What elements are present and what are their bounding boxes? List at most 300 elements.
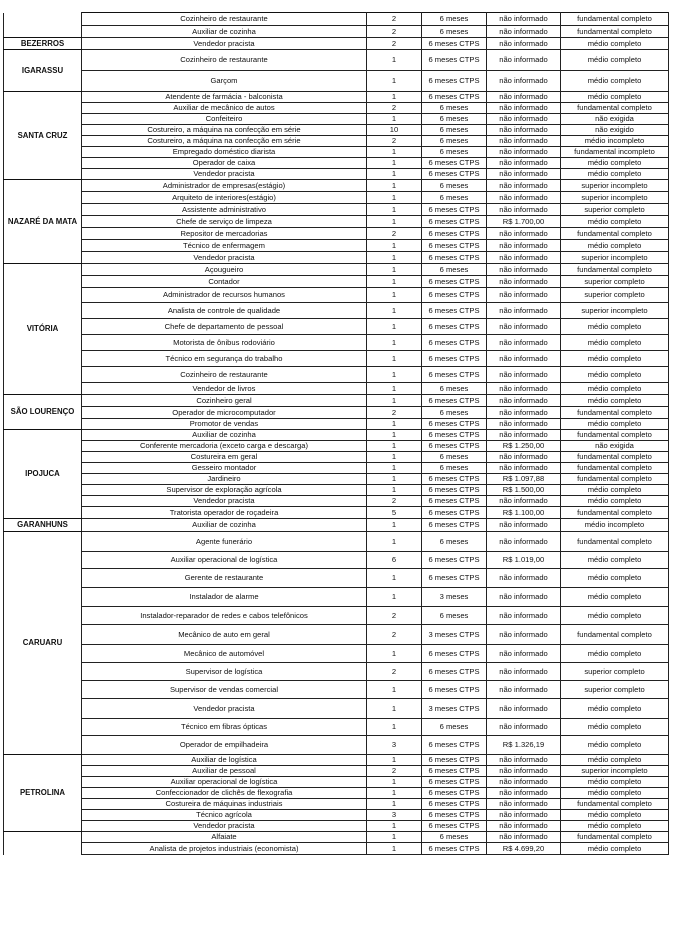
experience-cell: 6 meses CTPS: [422, 169, 487, 180]
education-cell: médio completo: [561, 419, 669, 430]
education-cell: médio completo: [561, 607, 669, 625]
table-row: [4, 103, 669, 114]
table-row: [4, 474, 669, 485]
education-cell: fundamental completo: [561, 407, 669, 419]
salary-cell: não informado: [487, 419, 561, 430]
salary-cell: não informado: [487, 395, 561, 407]
vacancies-cell: 1: [367, 788, 422, 799]
vacancies-cell: 1: [367, 532, 422, 552]
table-row: [4, 607, 669, 625]
vacancies-cell: 1: [367, 681, 422, 699]
experience-cell: 6 meses CTPS: [422, 204, 487, 216]
education-cell: médio incompleto: [561, 519, 669, 532]
vacancies-cell: 10: [367, 125, 422, 136]
education-cell: médio completo: [561, 367, 669, 383]
occupation-cell: Vendedor pracista: [82, 821, 367, 832]
education-cell: médio completo: [561, 719, 669, 736]
education-cell: médio completo: [561, 383, 669, 395]
table-row: [4, 832, 669, 843]
vacancies-cell: 1: [367, 463, 422, 474]
salary-cell: não informado: [487, 788, 561, 799]
table-row: [4, 240, 669, 252]
salary-cell: não informado: [487, 114, 561, 125]
salary-cell: não informado: [487, 38, 561, 50]
table-row: [4, 588, 669, 607]
table-row: [4, 50, 669, 71]
salary-cell: não informado: [487, 681, 561, 699]
education-cell: médio completo: [561, 351, 669, 367]
experience-cell: 6 meses CTPS: [422, 303, 487, 319]
table-row: [4, 766, 669, 777]
vacancies-cell: 3: [367, 810, 422, 821]
education-cell: não exigida: [561, 114, 669, 125]
salary-cell: não informado: [487, 821, 561, 832]
vacancies-cell: 1: [367, 147, 422, 158]
education-cell: médio completo: [561, 395, 669, 407]
salary-cell: não informado: [487, 26, 561, 38]
vacancies-cell: 1: [367, 430, 422, 441]
table-row: [4, 532, 669, 552]
table-row: [4, 114, 669, 125]
table-row: [4, 319, 669, 335]
education-cell: fundamental completo: [561, 228, 669, 240]
experience-cell: 6 meses CTPS: [422, 519, 487, 532]
vacancies-cell: 1: [367, 395, 422, 407]
experience-cell: 6 meses CTPS: [422, 50, 487, 71]
education-cell: médio completo: [561, 50, 669, 71]
experience-cell: 6 meses CTPS: [422, 216, 487, 228]
occupation-cell: Alfaiate: [82, 832, 367, 843]
occupation-cell: Vendedor de livros: [82, 383, 367, 395]
occupation-cell: Confeccionador de clichês de flexografia: [82, 788, 367, 799]
vacancies-cell: 1: [367, 821, 422, 832]
city-cell: [4, 13, 82, 38]
occupation-cell: Técnico em fibras ópticas: [82, 719, 367, 736]
table-row: [4, 485, 669, 496]
occupation-cell: Instalador de alarme: [82, 588, 367, 607]
education-cell: não exigida: [561, 441, 669, 452]
vacancies-cell: 1: [367, 288, 422, 303]
city-cell: CARUARU: [4, 532, 82, 755]
experience-cell: 6 meses: [422, 832, 487, 843]
salary-cell: não informado: [487, 625, 561, 645]
vacancies-cell: 3: [367, 736, 422, 755]
experience-cell: 6 meses CTPS: [422, 319, 487, 335]
table-row: [4, 625, 669, 645]
occupation-cell: Garçom: [82, 71, 367, 92]
vacancies-cell: 1: [367, 799, 422, 810]
experience-cell: 6 meses CTPS: [422, 766, 487, 777]
salary-cell: R$ 1.250,00: [487, 441, 561, 452]
vacancies-cell: 2: [367, 228, 422, 240]
table-row: [4, 645, 669, 663]
vacancies-cell: 1: [367, 50, 422, 71]
education-cell: superior completo: [561, 288, 669, 303]
table-row: [4, 569, 669, 588]
experience-cell: 6 meses CTPS: [422, 681, 487, 699]
vacancies-cell: 2: [367, 663, 422, 681]
salary-cell: R$ 1.500,00: [487, 485, 561, 496]
salary-cell: não informado: [487, 663, 561, 681]
education-cell: médio completo: [561, 216, 669, 228]
salary-cell: não informado: [487, 252, 561, 264]
city-cell: PETROLINA: [4, 755, 82, 832]
occupation-cell: Vendedor pracista: [82, 169, 367, 180]
education-cell: superior completo: [561, 681, 669, 699]
experience-cell: 6 meses CTPS: [422, 755, 487, 766]
education-cell: superior incompleto: [561, 766, 669, 777]
salary-cell: não informado: [487, 228, 561, 240]
vacancies-cell: 2: [367, 13, 422, 26]
salary-cell: não informado: [487, 204, 561, 216]
education-cell: médio completo: [561, 843, 669, 855]
vacancies-cell: 1: [367, 252, 422, 264]
vacancies-cell: 1: [367, 719, 422, 736]
occupation-cell: Auxiliar de logística: [82, 755, 367, 766]
city-cell: NAZARÉ DA MATA: [4, 180, 82, 264]
vacancies-cell: 1: [367, 777, 422, 788]
table-row: [4, 180, 669, 192]
education-cell: superior incompleto: [561, 192, 669, 204]
table-row: [4, 799, 669, 810]
experience-cell: 6 meses CTPS: [422, 441, 487, 452]
education-cell: médio completo: [561, 169, 669, 180]
table-row: [4, 430, 669, 441]
salary-cell: R$ 1.097,88: [487, 474, 561, 485]
vacancies-cell: 1: [367, 419, 422, 430]
vacancies-cell: 1: [367, 114, 422, 125]
vacancies-cell: 1: [367, 351, 422, 367]
occupation-cell: Jardineiro: [82, 474, 367, 485]
vacancies-cell: 1: [367, 452, 422, 463]
education-cell: fundamental completo: [561, 26, 669, 38]
education-cell: médio incompleto: [561, 136, 669, 147]
experience-cell: 6 meses CTPS: [422, 507, 487, 519]
salary-cell: não informado: [487, 519, 561, 532]
salary-cell: R$ 1.019,00: [487, 552, 561, 569]
salary-cell: não informado: [487, 180, 561, 192]
salary-cell: não informado: [487, 192, 561, 204]
vacancies-cell: 2: [367, 607, 422, 625]
salary-cell: não informado: [487, 319, 561, 335]
table-row: [4, 441, 669, 452]
table-row: [4, 419, 669, 430]
salary-cell: não informado: [487, 588, 561, 607]
experience-cell: 3 meses: [422, 588, 487, 607]
city-cell: BEZERROS: [4, 38, 82, 50]
experience-cell: 6 meses: [422, 719, 487, 736]
salary-cell: não informado: [487, 766, 561, 777]
education-cell: médio completo: [561, 92, 669, 103]
experience-cell: 6 meses CTPS: [422, 288, 487, 303]
education-cell: superior completo: [561, 276, 669, 288]
salary-cell: não informado: [487, 777, 561, 788]
table-row: [4, 810, 669, 821]
occupation-cell: Arquiteto de interiores(estágio): [82, 192, 367, 204]
table-row: [4, 192, 669, 204]
experience-cell: 6 meses CTPS: [422, 158, 487, 169]
vacancies-cell: 1: [367, 335, 422, 351]
education-cell: superior incompleto: [561, 303, 669, 319]
experience-cell: 6 meses CTPS: [422, 569, 487, 588]
table-row: [4, 26, 669, 38]
experience-cell: 6 meses CTPS: [422, 240, 487, 252]
vacancies-cell: 2: [367, 103, 422, 114]
vacancies-cell: 1: [367, 699, 422, 719]
experience-cell: 6 meses CTPS: [422, 788, 487, 799]
table-row: [4, 228, 669, 240]
experience-cell: 6 meses: [422, 125, 487, 136]
education-cell: fundamental completo: [561, 264, 669, 276]
table-row: [4, 335, 669, 351]
table-row: [4, 288, 669, 303]
experience-cell: 6 meses: [422, 264, 487, 276]
experience-cell: 6 meses CTPS: [422, 38, 487, 50]
occupation-cell: Cozinheiro de restaurante: [82, 50, 367, 71]
occupation-cell: Agente funerário: [82, 532, 367, 552]
salary-cell: não informado: [487, 136, 561, 147]
education-cell: superior completo: [561, 663, 669, 681]
vacancies-cell: 1: [367, 158, 422, 169]
salary-cell: não informado: [487, 71, 561, 92]
table-row: [4, 452, 669, 463]
occupation-cell: Técnico em segurança do trabalho: [82, 351, 367, 367]
occupation-cell: Costureiro, a máquina na confecção em série: [82, 125, 367, 136]
vacancies-cell: 1: [367, 569, 422, 588]
experience-cell: 6 meses CTPS: [422, 335, 487, 351]
table-row: [4, 496, 669, 507]
salary-cell: não informado: [487, 645, 561, 663]
table-row: [4, 519, 669, 532]
occupation-cell: Instalador-reparador de redes e cabos telefônicos: [82, 607, 367, 625]
experience-cell: 6 meses CTPS: [422, 799, 487, 810]
experience-cell: 6 meses: [422, 114, 487, 125]
occupation-cell: Técnico agrícola: [82, 810, 367, 821]
experience-cell: 6 meses CTPS: [422, 228, 487, 240]
table-row: [4, 136, 669, 147]
education-cell: médio completo: [561, 240, 669, 252]
education-cell: fundamental completo: [561, 103, 669, 114]
table-row: [4, 407, 669, 419]
salary-cell: não informado: [487, 147, 561, 158]
occupation-cell: Cozinheiro geral: [82, 395, 367, 407]
experience-cell: 6 meses CTPS: [422, 485, 487, 496]
experience-cell: 6 meses: [422, 103, 487, 114]
experience-cell: 6 meses CTPS: [422, 351, 487, 367]
education-cell: fundamental completo: [561, 463, 669, 474]
vacancies-cell: 1: [367, 519, 422, 532]
vacancies-cell: 1: [367, 169, 422, 180]
occupation-cell: Técnico de enfermagem: [82, 240, 367, 252]
table-row: [4, 147, 669, 158]
vacancies-cell: 1: [367, 216, 422, 228]
vacancies-cell: 1: [367, 441, 422, 452]
salary-cell: não informado: [487, 569, 561, 588]
occupation-cell: Auxiliar de cozinha: [82, 430, 367, 441]
occupation-cell: Promotor de vendas: [82, 419, 367, 430]
experience-cell: 6 meses CTPS: [422, 419, 487, 430]
salary-cell: R$ 1.700,00: [487, 216, 561, 228]
city-cell: IGARASSU: [4, 50, 82, 92]
experience-cell: 6 meses: [422, 180, 487, 192]
vacancies-cell: 1: [367, 832, 422, 843]
occupation-cell: Chefe de serviço de limpeza: [82, 216, 367, 228]
job-vacancies-table: [3, 12, 669, 855]
salary-cell: não informado: [487, 607, 561, 625]
city-cell: VITÓRIA: [4, 264, 82, 395]
salary-cell: R$ 4.699,20: [487, 843, 561, 855]
vacancies-cell: 2: [367, 625, 422, 645]
salary-cell: não informado: [487, 463, 561, 474]
experience-cell: 6 meses: [422, 407, 487, 419]
vacancies-cell: 1: [367, 367, 422, 383]
experience-cell: 6 meses CTPS: [422, 810, 487, 821]
table-row: [4, 843, 669, 855]
table-row: [4, 663, 669, 681]
education-cell: superior incompleto: [561, 180, 669, 192]
salary-cell: não informado: [487, 532, 561, 552]
salary-cell: não informado: [487, 125, 561, 136]
experience-cell: 6 meses CTPS: [422, 777, 487, 788]
occupation-cell: Administrador de empresas(estágio): [82, 180, 367, 192]
table-row: [4, 777, 669, 788]
education-cell: médio completo: [561, 485, 669, 496]
experience-cell: 6 meses CTPS: [422, 736, 487, 755]
occupation-cell: Auxiliar operacional de logística: [82, 777, 367, 788]
vacancies-cell: 1: [367, 276, 422, 288]
education-cell: fundamental incompleto: [561, 147, 669, 158]
education-cell: médio completo: [561, 821, 669, 832]
table-row: [4, 552, 669, 569]
occupation-cell: Operador de microcomputador: [82, 407, 367, 419]
experience-cell: 3 meses CTPS: [422, 625, 487, 645]
vacancies-cell: 1: [367, 319, 422, 335]
salary-cell: não informado: [487, 264, 561, 276]
occupation-cell: Vendedor pracista: [82, 699, 367, 719]
education-cell: médio completo: [561, 552, 669, 569]
vacancies-cell: 1: [367, 92, 422, 103]
vacancies-cell: 1: [367, 645, 422, 663]
table-body: [4, 13, 669, 855]
salary-cell: não informado: [487, 799, 561, 810]
occupation-cell: Assistente administrativo: [82, 204, 367, 216]
vacancies-cell: 1: [367, 240, 422, 252]
salary-cell: não informado: [487, 383, 561, 395]
vacancies-cell: 2: [367, 407, 422, 419]
table-row: [4, 463, 669, 474]
education-cell: médio completo: [561, 496, 669, 507]
occupation-cell: Costureira em geral: [82, 452, 367, 463]
education-cell: fundamental completo: [561, 532, 669, 552]
experience-cell: 6 meses CTPS: [422, 92, 487, 103]
vacancies-cell: 1: [367, 71, 422, 92]
occupation-cell: Motorista de ônibus rodoviário: [82, 335, 367, 351]
occupation-cell: Supervisor de logística: [82, 663, 367, 681]
table-row: [4, 821, 669, 832]
table-row: [4, 303, 669, 319]
occupation-cell: Gerente de restaurante: [82, 569, 367, 588]
salary-cell: não informado: [487, 288, 561, 303]
table-row: [4, 681, 669, 699]
table-row: [4, 367, 669, 383]
occupation-cell: Cozinheiro de restaurante: [82, 367, 367, 383]
occupation-cell: Vendedor pracista: [82, 252, 367, 264]
table-row: [4, 252, 669, 264]
education-cell: superior completo: [561, 204, 669, 216]
table-row: [4, 276, 669, 288]
salary-cell: não informado: [487, 240, 561, 252]
table-row: [4, 699, 669, 719]
occupation-cell: Auxiliar de mecânico de autos: [82, 103, 367, 114]
education-cell: médio completo: [561, 319, 669, 335]
experience-cell: 6 meses CTPS: [422, 395, 487, 407]
education-cell: fundamental completo: [561, 507, 669, 519]
vacancies-cell: 1: [367, 474, 422, 485]
occupation-cell: Auxiliar operacional de logística: [82, 552, 367, 569]
occupation-cell: Operador de caixa: [82, 158, 367, 169]
salary-cell: não informado: [487, 496, 561, 507]
occupation-cell: Analista de controle de qualidade: [82, 303, 367, 319]
occupation-cell: Açougueiro: [82, 264, 367, 276]
salary-cell: não informado: [487, 699, 561, 719]
occupation-cell: Tratorista operador de roçadeira: [82, 507, 367, 519]
vacancies-cell: 1: [367, 204, 422, 216]
table-row: [4, 395, 669, 407]
education-cell: fundamental completo: [561, 625, 669, 645]
experience-cell: 6 meses CTPS: [422, 367, 487, 383]
education-cell: fundamental completo: [561, 799, 669, 810]
education-cell: médio completo: [561, 335, 669, 351]
occupation-cell: Auxiliar de cozinha: [82, 26, 367, 38]
education-cell: fundamental completo: [561, 474, 669, 485]
occupation-cell: Atendente de farmácia - balconista: [82, 92, 367, 103]
vacancies-cell: 1: [367, 180, 422, 192]
vacancies-cell: 1: [367, 843, 422, 855]
table-row: [4, 71, 669, 92]
salary-cell: não informado: [487, 810, 561, 821]
education-cell: médio completo: [561, 699, 669, 719]
occupation-cell: Gesseiro montador: [82, 463, 367, 474]
salary-cell: não informado: [487, 276, 561, 288]
education-cell: médio completo: [561, 755, 669, 766]
vacancies-cell: 2: [367, 38, 422, 50]
table-row: [4, 158, 669, 169]
education-cell: fundamental completo: [561, 13, 669, 26]
table-row: [4, 383, 669, 395]
experience-cell: 6 meses CTPS: [422, 474, 487, 485]
vacancies-cell: 1: [367, 755, 422, 766]
salary-cell: não informado: [487, 351, 561, 367]
city-cell: [4, 832, 82, 855]
occupation-cell: Supervisor de vendas comercial: [82, 681, 367, 699]
occupation-cell: Conferente mercadoria (exceto carga e descarga): [82, 441, 367, 452]
salary-cell: não informado: [487, 103, 561, 114]
experience-cell: 6 meses CTPS: [422, 252, 487, 264]
experience-cell: 6 meses CTPS: [422, 645, 487, 663]
experience-cell: 6 meses: [422, 26, 487, 38]
salary-cell: não informado: [487, 92, 561, 103]
vacancies-cell: 2: [367, 766, 422, 777]
table-row: [4, 216, 669, 228]
occupation-cell: Confeiteiro: [82, 114, 367, 125]
experience-cell: 6 meses: [422, 383, 487, 395]
occupation-cell: Chefe de departamento de pessoal: [82, 319, 367, 335]
table-row: [4, 507, 669, 519]
occupation-cell: Mecânico de auto em geral: [82, 625, 367, 645]
table-row: [4, 351, 669, 367]
experience-cell: 6 meses: [422, 192, 487, 204]
occupation-cell: Vendedor pracista: [82, 496, 367, 507]
